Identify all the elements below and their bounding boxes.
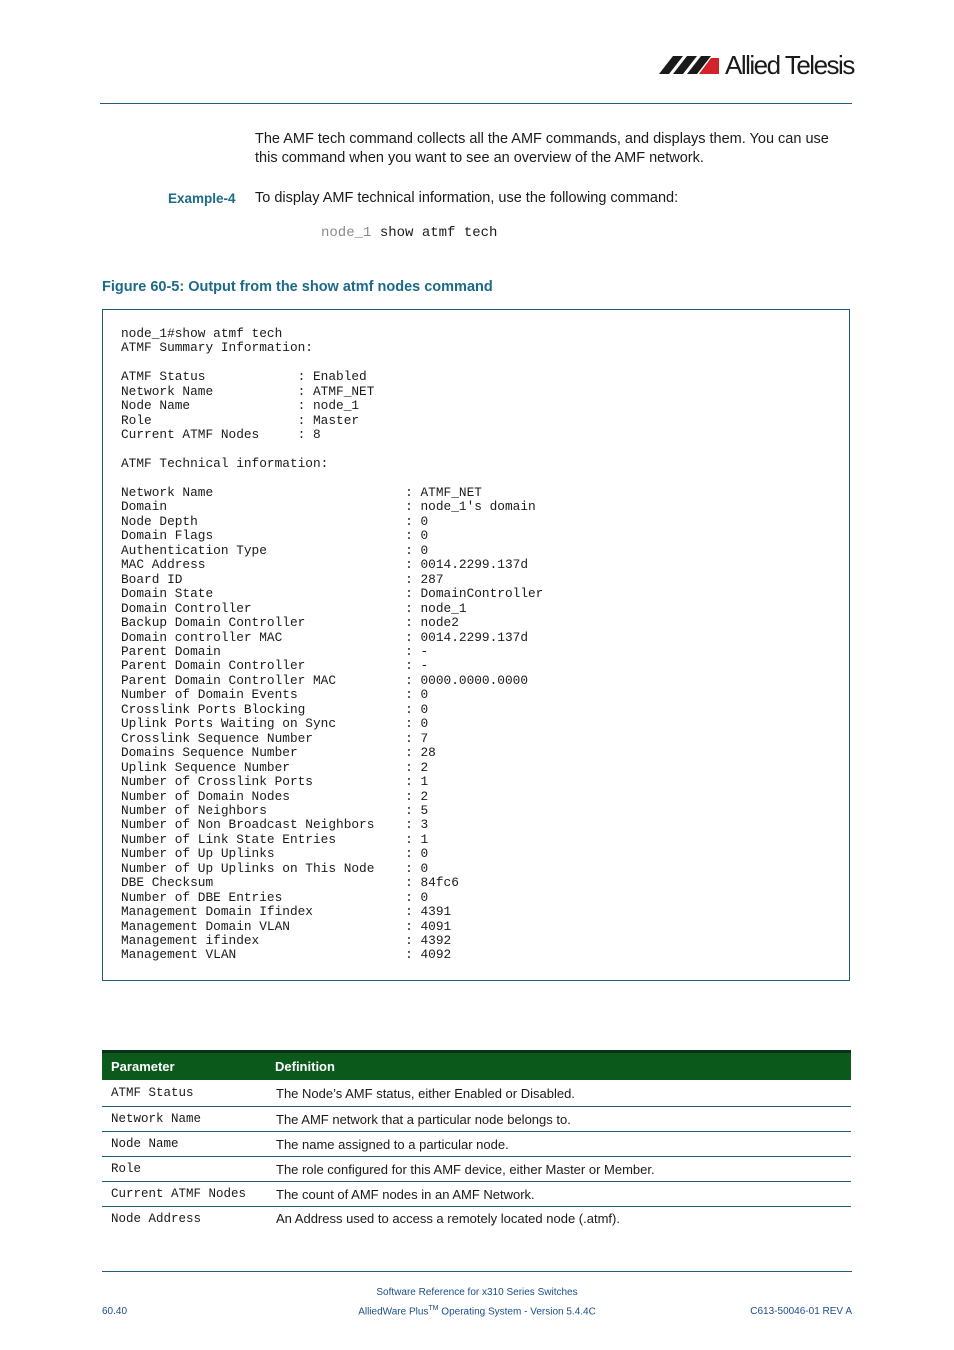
header-parameter: Parameter — [111, 1059, 175, 1074]
document-id: C613-50046-01 REV A — [750, 1306, 852, 1317]
example-label: Example-4 — [168, 191, 236, 206]
example-text: To display AMF technical information, use the following command: — [255, 190, 679, 206]
header-rule — [100, 103, 852, 104]
command-output: node_1#show atmf tech ATMF Summary Information: ATMF Status : Enabled Network Name : ATMF_NET Node Name : node_1 Role : Master Current ATMF Nodes : 8 ATMF Technical information: Network Name : ATMF_NET Domain : node_1's domain Node Depth : 0 Domain Flags : 0 Authentication Type : 0 MAC Address : 0014.2299.137d Board ID : 287 Domain State : DomainController Domain Controller : node_1 Backup Domain Controller : node2 Domain controller MAC : 0014.2299.137d Parent Domain : - Parent Domain Controller : - Parent Domain Controller MAC : 0000.0000.0000 Number of Domain Events : 0 Crosslink Ports Blocking : 0 Uplink Ports Waiting on Sync : 0 Crosslink Sequence Number : 7 Domains Sequence Number : 28 Uplink Sequence Number : 2 Number of Crosslink Ports : 1 Number of Domain Nodes : 2 Number of Neighbors : 5 Number of Non Broadcast Neighbors : 3 Number of Link State Entries : 1 Number of Up Uplinks : 0 Number of Up Uplinks on This Node : 0 DBE Checksum : 84fc6 Number of DBE Entries : 0 Management Domain Ifindex : 4391 Management Domain VLAN : 4091 Management ifindex : 4392 Management VLAN : 4092 — [121, 326, 544, 963]
footer-product: AlliedWare Plus — [358, 1306, 429, 1318]
row-parameter: Network Name — [111, 1112, 202, 1126]
table-row — [102, 1182, 851, 1207]
row-parameter: Role — [111, 1162, 142, 1176]
table-row — [102, 1157, 851, 1182]
table-header — [102, 1050, 851, 1080]
footer-rule — [102, 1271, 852, 1272]
table-row — [102, 1107, 851, 1132]
example-command — [321, 225, 497, 241]
row-definition: An Address used to access a remotely located node (.atmf). — [276, 1211, 620, 1226]
page-number: 60.40 — [102, 1306, 128, 1317]
row-definition: The count of AMF nodes in an AMF Network. — [276, 1186, 535, 1202]
footer-trademark: TM — [428, 1305, 439, 1312]
row-definition: The Node’s AMF status, either Enabled or Disabled. — [276, 1085, 575, 1101]
footer-os-version: Operating System - Version 5.4.4C — [438, 1306, 596, 1318]
intro-paragraph: The AMF tech command collects all the AMF commands, and displays them. You can use this command when you want to see an overview of the AMF network. — [255, 131, 829, 166]
command-text: show atmf tech — [379, 225, 498, 241]
header-definition: Definition — [275, 1059, 335, 1074]
allied-telesis-logo — [659, 50, 854, 80]
table-row — [102, 1207, 851, 1230]
row-parameter: Node Name — [111, 1137, 179, 1151]
row-definition: The role configured for this AMF device, either Master or Member. — [276, 1161, 655, 1177]
row-parameter: Current ATMF Nodes — [111, 1187, 247, 1201]
table-row — [102, 1080, 851, 1107]
row-definition: The AMF network that a particular node belongs to. — [276, 1111, 571, 1127]
command-output-box — [102, 309, 850, 981]
row-definition: The name assigned to a particular node. — [276, 1136, 509, 1152]
row-parameter: Node Address — [111, 1211, 202, 1226]
parameter-table — [102, 1050, 851, 1230]
footer-title: Software Reference for x310 Series Switches — [376, 1287, 578, 1298]
row-parameter: ATMF Status — [111, 1086, 194, 1100]
command-prompt: node_1 — [321, 225, 372, 241]
table-row — [102, 1132, 851, 1157]
logo-mark-icon — [659, 52, 725, 82]
logo-text: Allied Telesis — [725, 50, 854, 80]
figure-title: Figure 60-5: Output from the show atmf nodes command — [102, 279, 493, 295]
